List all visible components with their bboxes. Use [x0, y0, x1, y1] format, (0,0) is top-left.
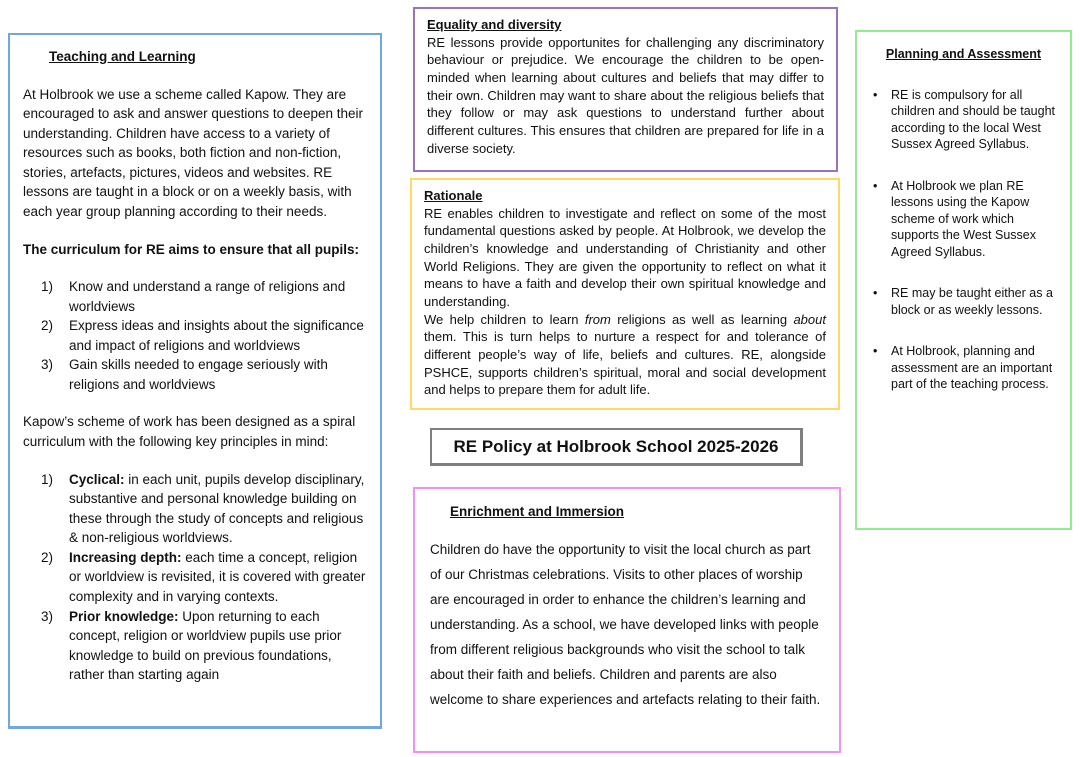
list-item: Express ideas and insights about the significance and impact of religions and worldviews — [69, 318, 364, 353]
curriculum-aims-list — [23, 277, 367, 394]
spiral-curriculum-paragraph: Kapow’s scheme of work has been designed as a spiral curriculum with the following key principles in mind: — [23, 414, 356, 449]
principle-text: each time a concept, religion or worldview is revisited, it is covered with greater complexity and in varying contexts. — [69, 549, 366, 604]
principle-label: Cyclical: — [69, 471, 125, 487]
equality-heading: Equality and diversity — [427, 17, 562, 32]
rationale-paragraph-1: RE enables children to investigate and reflect on some of the most fundamental questions asked by people. At Holbrook, we develop the children’s knowledge and understanding of Christianity and other World Religions. They are given the opportunity to reflect on what it means to have a faith and develop their own spiritual knowledge and understanding. — [424, 205, 826, 310]
policy-title-banner — [430, 428, 803, 466]
list-item: • At Holbrook, planning and assessment are an important part of the teaching process. — [873, 343, 1058, 393]
list-item — [41, 470, 367, 548]
rationale-italic-word: about — [793, 311, 826, 327]
equality-and-diversity-box — [413, 7, 838, 172]
rationale-box — [410, 178, 840, 410]
list-item — [41, 607, 367, 685]
key-principles-list — [23, 470, 367, 685]
enrichment-heading: Enrichment and Immersion — [450, 504, 625, 519]
principle-text: in each unit, pupils develop disciplinary, substantive and personal knowledge building on these through the study of concepts and religious & non-religious worldviews. — [69, 471, 365, 546]
planning-and-assessment-box — [855, 30, 1072, 530]
list-item: Gain skills needed to engage seriously with religions and worldviews — [69, 357, 328, 392]
teaching-and-learning-box — [8, 33, 382, 729]
list-item: • RE may be taught either as a block or as weekly lessons. — [873, 285, 1058, 318]
planning-bullet-list — [869, 87, 1058, 393]
list-item — [41, 548, 367, 607]
enrichment-and-immersion-box — [413, 487, 841, 753]
equality-body: RE lessons provide opportunites for challenging any discriminatory behaviour or prejudice. We encourage the children to be open-minded when learning about cultures and beliefs that may differ to their own. Children may want to share about the religious beliefs that they follow or may ask questions to understand further about different cultures. This ensures that children are prepared for life in a diverse society. — [427, 34, 824, 156]
rationale-text: We help children to learn — [424, 311, 585, 327]
teaching-heading: Teaching and Learning — [49, 49, 196, 64]
page-title: RE Policy at Holbrook School 2025-2026 — [453, 436, 779, 456]
curriculum-aims-heading: The curriculum for RE aims to ensure that all pupils: — [23, 241, 360, 257]
list-item: • At Holbrook we plan RE lessons using the Kapow scheme of work which supports the West Sussex Agreed Syllabus. — [873, 178, 1058, 261]
planning-heading: Planning and Assessment — [885, 47, 1042, 61]
rationale-text: them. This is turn helps to nurture a respect for and tolerance of different people’s way of life, beliefs and cultures. RE, alongside PSHCE, supports children’s spiritual, moral and social development and helps to prepare them for adult life. — [424, 329, 826, 398]
rationale-paragraph-2 — [424, 311, 826, 399]
teaching-intro-paragraph: At Holbrook we use a scheme called Kapow. They are encouraged to ask and answer questions to deepen their understanding. Children have access to a variety of resources such as books, both fiction and non-fiction, stories, artefacts, pictures, videos and websites. RE lessons are taught in a block or on a weekly basis, with each year group planning according to their needs. — [23, 86, 363, 219]
list-item: Know and understand a range of religions and worldviews — [69, 279, 346, 314]
rationale-text: religions as well as learning — [610, 311, 794, 327]
principle-label: Increasing depth: — [69, 549, 182, 565]
rationale-italic-word: from — [584, 311, 611, 327]
enrichment-body: Children do have the opportunity to visit the local church as part of our Christmas celebrations. Visits to other places of worship are encouraged in order to enhance the children’s learning and understanding. As a school, we have developed links with people from different religious backgrounds who visit the school to talk about their faith and beliefs. Children and parents are also welcome to share experiences and artefacts relating to their faith. — [430, 541, 821, 707]
principle-label: Prior knowledge: — [69, 608, 179, 624]
list-item: • RE is compulsory for all children and should be taught according to the local West Sussex Agreed Syllabus. — [873, 87, 1058, 153]
rationale-heading: Rationale — [424, 188, 483, 203]
principle-text: Upon returning to each concept, religion or worldview pupils use prior knowledge to build on previous foundations, rather than starting again — [69, 608, 342, 683]
